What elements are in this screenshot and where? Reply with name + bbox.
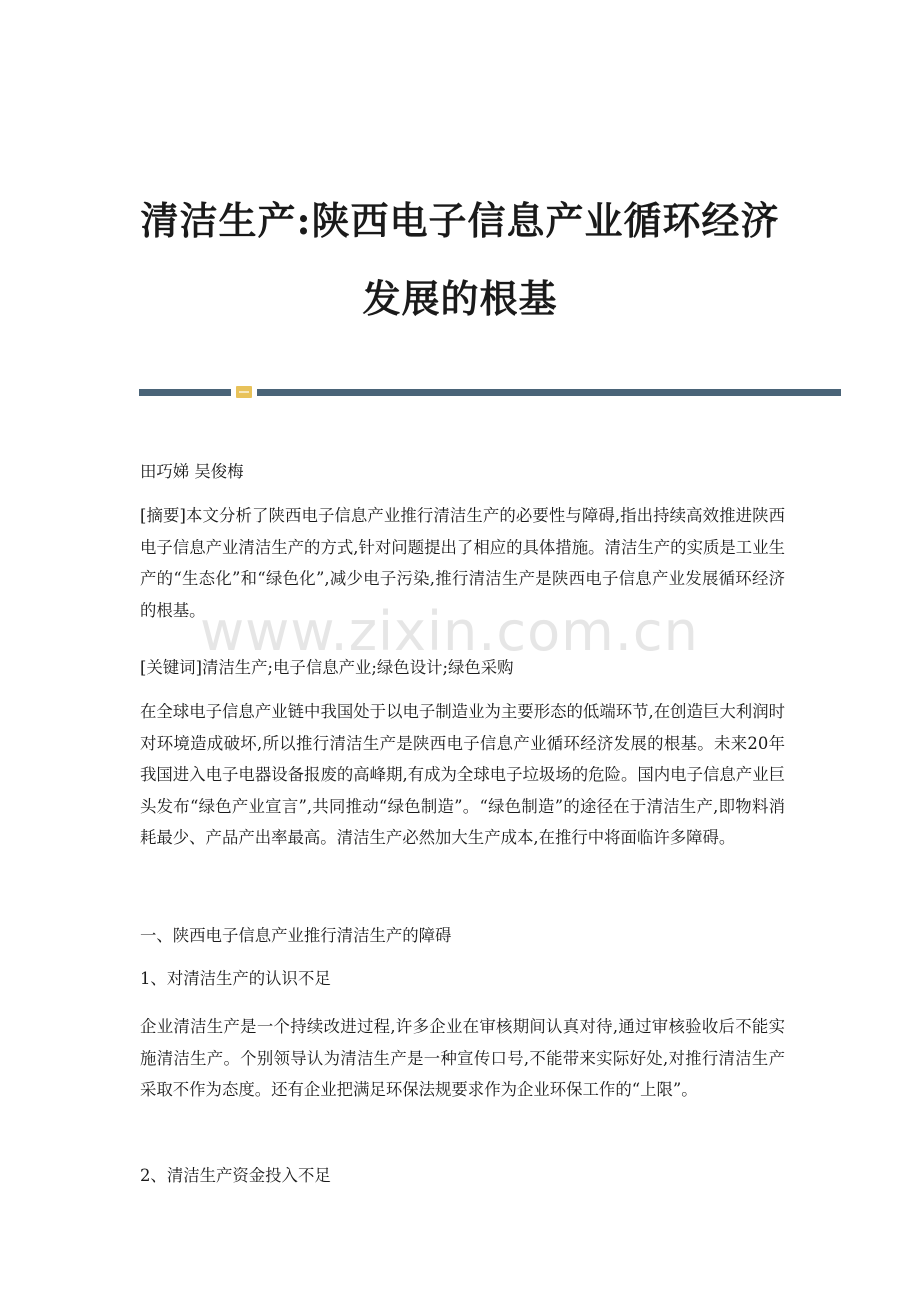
title-divider (139, 386, 841, 398)
section-heading-1: 一、陕西电子信息产业推行清洁生产的障碍 (140, 926, 452, 945)
subsection-heading-1: 1、对清洁生产的认识不足 (140, 969, 331, 988)
document-title-line-1: 清洁生产:陕西电子信息产业循环经济 (140, 198, 780, 243)
divider-mark-icon (236, 386, 252, 398)
watermark: www.zixin.com.cn (200, 600, 699, 663)
intro-paragraph: 在全球电子信息产业链中我国处于以电子制造业为主要形态的低端环节,在创造巨大利润时对环境造成破坏,所以推行清洁生产是陕西电子信息产业循环经济发展的根基。未来20年我国进入电子电器设备报废的高峰期,有成为全球电子垃圾场的危险。国内电子信息产业巨头发布“绿色产业宣言”,共同推动“绿色制造”。“绿色制造”的途径在于清洁生产,即物料消耗最少、产品产出率最高。清洁生产必然加大生产成本,在推行中将面临许多障碍。 (140, 702, 785, 847)
subsection-heading-2: 2、清洁生产资金投入不足 (140, 1166, 331, 1185)
subsection-1-body: 企业清洁生产是一个持续改进过程,许多企业在审核期间认真对待,通过审核验收后不能实施清洁生产。个别领导认为清洁生产是一种宣传口号,不能带来实际好处,对推行清洁生产采取不作为态度。还有企业把满足环保法规要求作为企业环保工作的“上限”。 (140, 1017, 785, 1099)
document-title-line-2: 发展的根基 (362, 276, 558, 321)
divider-bar-right (257, 389, 841, 396)
divider-bar-left (139, 389, 231, 396)
keywords: [关键词]清洁生产;电子信息产业;绿色设计;绿色采购 (140, 658, 514, 677)
abstract: [摘要]本文分析了陕西电子信息产业推行清洁生产的必要性与障碍,指出持续高效推进陕西电子信息产业清洁生产的方式,针对问题提出了相应的具体措施。清洁生产的实质是工业生产的“生态化”和“绿色化”,减少电子污染,推行清洁生产是陕西电子信息产业发展循环经济的根基。 (140, 506, 785, 620)
authors: 田巧娣 吴俊梅 (140, 462, 244, 481)
